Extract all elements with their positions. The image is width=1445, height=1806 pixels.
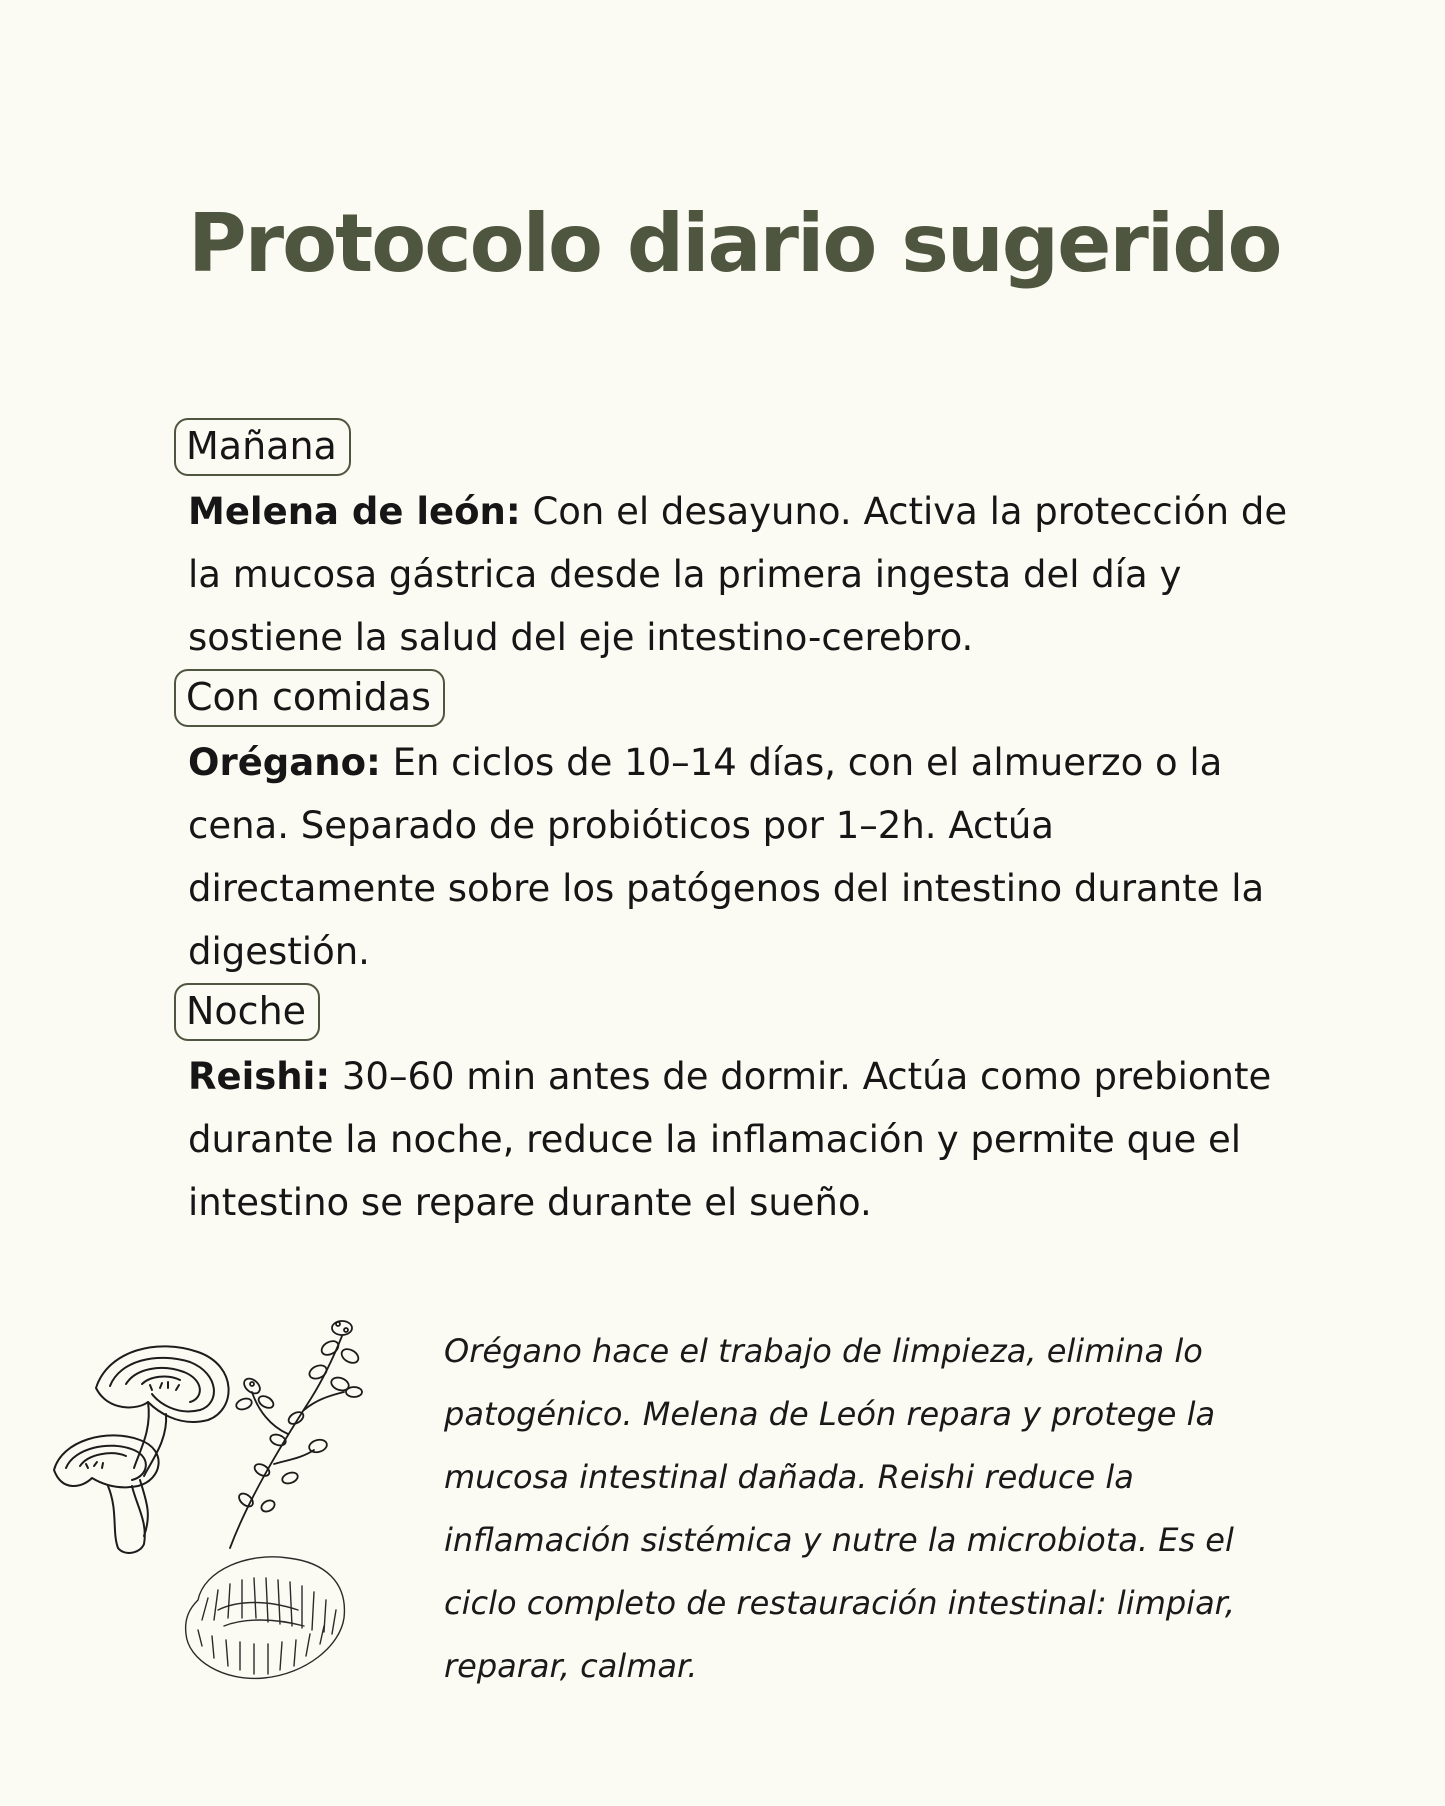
herb-name-lions-mane: Melena de león: — [188, 490, 521, 533]
slot-description-morning — [188, 480, 1308, 669]
slot-text-night: 30–60 min antes de dormir. Actúa como prebionte durante la noche, reduce la inflamación y permite que el intestino se repare durante el sueño. — [188, 1055, 1272, 1224]
daily-protocol — [188, 418, 1308, 1234]
page-title: Protocolo diario sugerido — [188, 197, 1281, 290]
oregano-sprig-icon — [230, 1321, 362, 1548]
slot-badge-morning: Mañana — [174, 418, 351, 476]
slot-morning — [188, 418, 1308, 669]
herbs-illustration — [48, 1300, 418, 1710]
slot-badge-meals: Con comidas — [174, 669, 445, 727]
slot-description-meals — [188, 731, 1308, 983]
slot-text-morning: Con el desayuno. Activa la protección de la mucosa gástrica desde la primera ingesta del día y sostiene la salud del eje intestino-cerebro. — [188, 490, 1288, 659]
slot-description-night — [188, 1045, 1308, 1234]
summary-text: Orégano hace el trabajo de limpieza, elimina lo patogénico. Melena de León repara y protege la mucosa intestinal dañada. Reishi reduce la inflamación sistémica y nutre la microbiota. Es el ciclo completo de restauración intestinal: limpiar, reparar, calmar. — [444, 1332, 1236, 1685]
slot-night — [188, 983, 1308, 1234]
herb-name-reishi: Reishi: — [188, 1055, 331, 1098]
reishi-mushroom-icon — [54, 1346, 229, 1553]
lions-mane-mushroom-icon — [186, 1557, 345, 1679]
slot-text-meals: En ciclos de 10–14 días, con el almuerzo o la cena. Separado de probióticos por 1–2h. Actúa directamente sobre los patógenos del intestino durante la digestión. — [188, 741, 1265, 973]
slot-badge-night: Noche — [174, 983, 320, 1041]
herb-name-oregano: Orégano: — [188, 741, 381, 784]
slot-meals — [188, 669, 1308, 983]
